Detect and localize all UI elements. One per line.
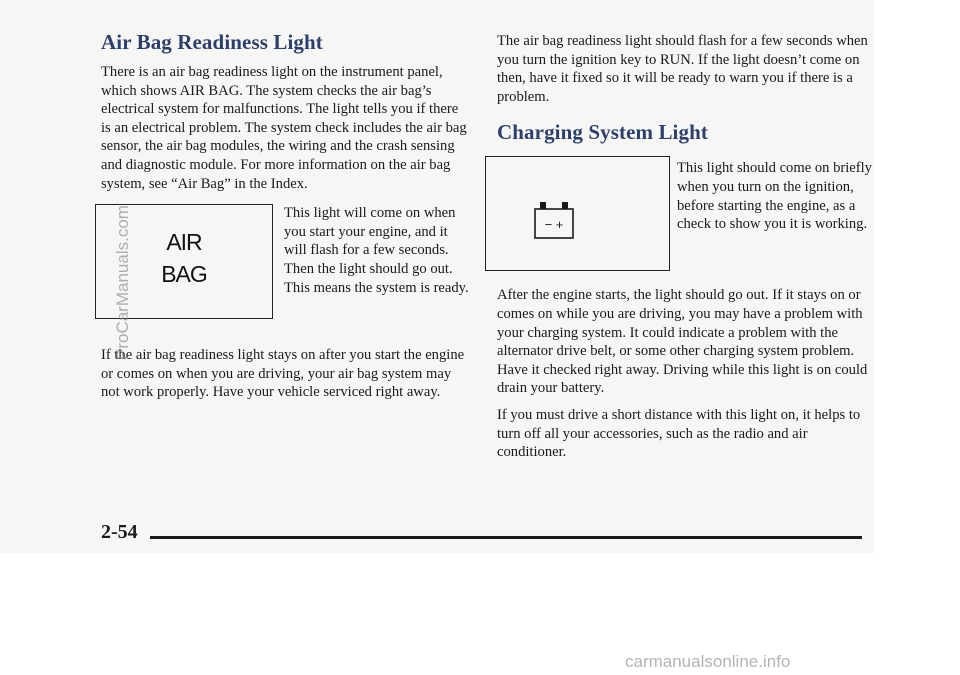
airbag-figure-text: This light will come on when you start your engine, and it will flash for a few seconds. Then the light should go out. This means the system is ready. — [284, 205, 469, 296]
site-footer-text: carmanualsonline.info — [625, 652, 791, 671]
charging-heading: Charging System Light — [497, 120, 708, 145]
watermark: ProCarManuals.com — [113, 205, 132, 360]
airbag-heading: Air Bag Readiness Light — [101, 30, 323, 54]
page-footer — [101, 521, 863, 551]
airbag-continued-paragraph: The air bag readiness light should flash for a few seconds when you turn the ignition key to RUN. If the light doesn’t come on then, have it fixed so it will be ready to warn you if there is a problem. — [497, 33, 868, 105]
battery-symbols: − + — [544, 217, 564, 233]
charging-figure-row — [497, 156, 872, 278]
footer-rule — [150, 536, 862, 539]
airbag-figure-row — [101, 204, 471, 346]
right-column — [497, 32, 872, 462]
airbag-light-label-line1: AIR — [166, 229, 202, 256]
airbag-closing-paragraph: If the air bag readiness light stays on after you start the engine or comes on when you are driving, your air bag system may not work properly. Have your vehicle serviced right away. — [101, 347, 465, 401]
page-number: 2-54 — [101, 521, 138, 543]
airbag-intro-paragraph: There is an air bag readiness light on the instrument panel, which shows AIR BAG. The system checks the air bag’s electrical system for malfunctions. The light tells you if there is an electrical problem. The system check includes the air bag sensor, the air bag modules, the wiring and the crash sensing and diagnostic module. For more information on the air bag system, see “Air Bag” in the Index. — [101, 64, 467, 192]
charging-light-illustration — [485, 156, 670, 271]
charging-figure-text: This light should come on briefly when you turn on the ignition, before starting the engine, as a check to show you it is working. — [677, 160, 872, 233]
battery-icon — [534, 202, 574, 240]
charging-paragraph-2: If you must drive a short distance with this light on, it helps to turn off all your accessories, such as the radio and air conditioner. — [497, 406, 861, 461]
left-column — [101, 30, 471, 402]
airbag-light-label-line2: BAG — [161, 261, 207, 288]
charging-paragraph-1: After the engine starts, the light should go out. If it stays on or comes on while you are driving, you may have a problem with your charging system. It could indicate a problem with the alternator drive belt, or some other charging system problem. Have it checked right away. Driving while this light is on could drain your battery. — [497, 287, 868, 397]
